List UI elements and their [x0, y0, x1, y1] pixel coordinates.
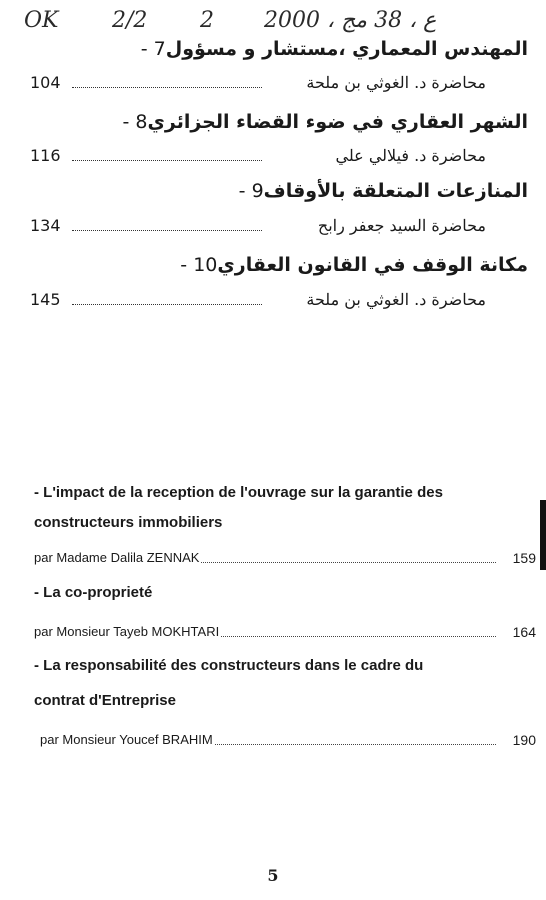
handnote-fraction: 2/2 — [112, 8, 148, 33]
arabic-entry-title: الشهر العقاري في ضوء القضاء الجزائري8 - — [122, 111, 528, 133]
handnote-ok: OK — [24, 8, 59, 33]
french-entry-author-row — [40, 732, 536, 752]
lecturer: محاضرة د. الغوثي بن ملحة — [306, 290, 486, 309]
page-number: 104 — [30, 73, 61, 92]
dot-leader — [72, 87, 262, 88]
arabic-entry-lecture-row — [30, 73, 486, 97]
page-number: 134 — [30, 216, 61, 235]
handnote-reference: ع ، 38 مج ، 2000 — [264, 8, 437, 33]
arabic-entry-title: المهندس المعماري ،مستشار و مسؤول7 - — [140, 38, 528, 60]
author: par Monsieur Youcef BRAHIM — [40, 732, 213, 747]
page-number: 145 — [30, 290, 61, 309]
french-entry-author-row — [34, 624, 536, 644]
lecturer: محاضرة السيد جعفر رابح — [317, 216, 486, 235]
author: par Monsieur Tayeb MOKHTARI — [34, 624, 220, 639]
arabic-entry-lecture-row — [30, 146, 486, 170]
french-entry-author-row — [34, 550, 536, 570]
page-number: 116 — [30, 146, 61, 165]
handwritten-annotation — [24, 8, 524, 42]
author: par Madame Dalila ZENNAK — [34, 550, 200, 565]
scan-edge-mark — [540, 500, 546, 570]
page-number: 190 — [512, 732, 536, 748]
arabic-entry-lecture-row — [30, 290, 486, 314]
page-number: 159 — [512, 550, 536, 566]
lecturer: محاضرة د. الغوثي بن ملحة — [306, 73, 486, 92]
french-entry-title-cont: constructeurs immobiliers — [34, 514, 223, 531]
french-entry-title: - L'impact de la reception de l'ouvrage sur la garantie des — [34, 484, 443, 501]
page-number: 164 — [512, 624, 536, 640]
page-footer-number: 5 — [267, 866, 279, 885]
french-entry-title-cont: contrat d'Entreprise — [34, 692, 176, 709]
french-entry-title: - La responsabilité des constructeurs dans le cadre du — [34, 657, 424, 674]
arabic-entry-title: مكانة الوقف في القانون العقاري10 - — [180, 254, 528, 276]
dot-leader — [72, 304, 262, 305]
dot-leader — [72, 230, 262, 231]
french-entry-title: - La co-proprieté — [34, 584, 153, 601]
dot-leader — [72, 160, 262, 161]
lecturer: محاضرة د. فيلالي علي — [335, 146, 486, 165]
arabic-entry-lecture-row — [30, 216, 486, 240]
arabic-entry-title: المنازعات المتعلقة بالأوقاف9 - — [238, 180, 528, 202]
handnote-number: 2 — [200, 8, 214, 33]
